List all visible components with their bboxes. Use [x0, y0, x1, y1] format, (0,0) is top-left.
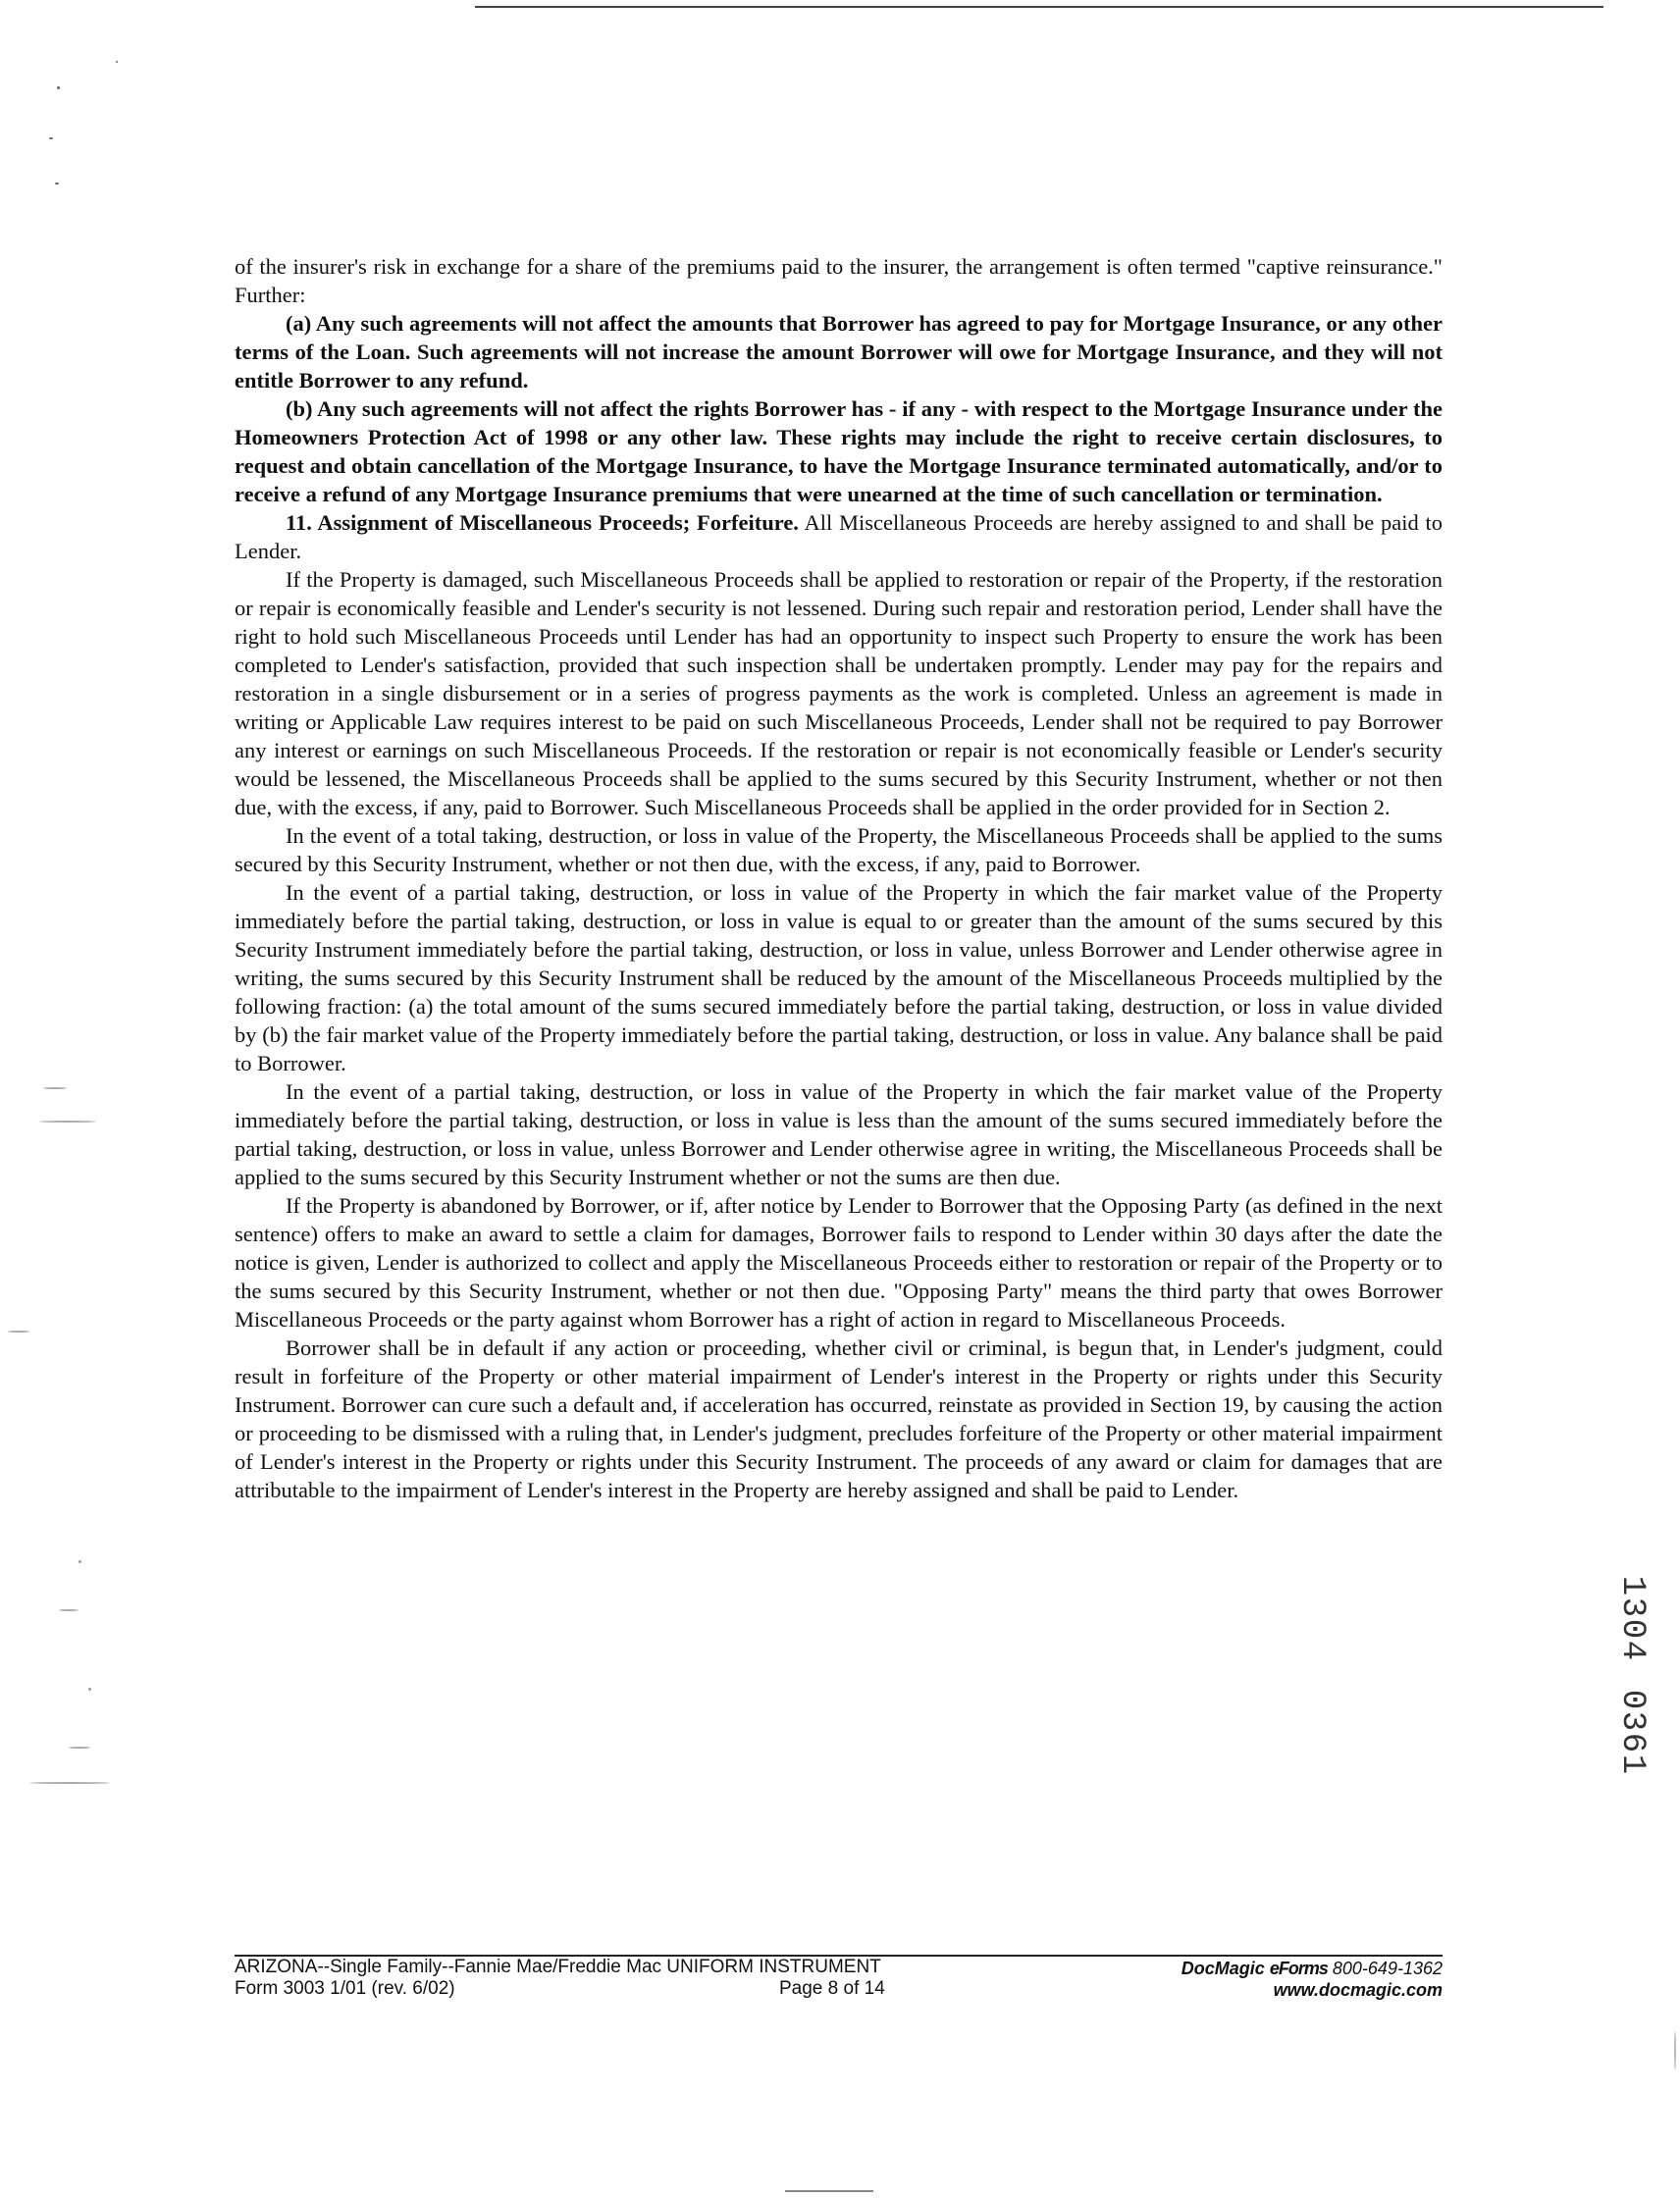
eforms-logo: eForms [1269, 1959, 1328, 1978]
page-number: Page 8 of 14 [779, 1978, 885, 1999]
stamp-digit: 0 [1613, 1689, 1651, 1710]
paragraph [235, 878, 1443, 1077]
paragraph [235, 1191, 1443, 1334]
paragraph [235, 394, 1443, 508]
scan-speck [55, 183, 59, 184]
page-footer [235, 1957, 1443, 2006]
scan-speck [8, 1331, 29, 1333]
scan-speck [116, 61, 118, 63]
scan-speck [88, 1688, 91, 1691]
footer-brand [1181, 1959, 1443, 1979]
scan-speck [69, 1747, 90, 1749]
scan-speck [39, 1121, 96, 1123]
scan-speck [49, 137, 53, 139]
brand-name: DocMagic [1181, 1959, 1265, 1978]
recording-stamp [1613, 1575, 1651, 1775]
stamp-group-2 [1613, 1689, 1651, 1775]
section-heading: 11. Assignment of Miscellaneous Proceeds; Forfeiture. [286, 510, 799, 535]
scan-speck [1674, 2031, 1676, 2070]
paragraph-text: Borrower shall be in default if any action or proceeding, whether civil or criminal, is begun that, in Lender's judgment, could result in forfeiture of the Property or other material impairment of Lender's interest in the Property or rights under this Security Instrument. Borrower can cure such a default and, if acceleration has occurred, reinstate as provided in Section 19, by causing the action or proceeding to be dismissed with a ruling that, in Lender's judgment, precludes forfeiture of the Property or other material impairment of Lender's interest in the Property or rights under this Security Instrument. The proceeds of any award or claim for damages that are attributable to the impairment of Lender's interest in the Property are hereby assigned and shall be paid to Lender. [235, 1335, 1443, 1502]
paragraph-text: If the Property is damaged, such Miscellaneous Proceeds shall be applied to restoration or repair of the Property, if the restoration or repair is economically feasible and Lender's security is not lessened. During such repair and restoration period, Lender shall have the right to hold such Miscellaneous Proceeds until Lender has had an opportunity to inspect such Property to ensure the work has been completed to Lender's satisfaction, provided that such inspection shall be undertaken promptly. Lender may pay for the repairs and restoration in a single disbursement or in a series of progress payments as the work is completed. Unless an agreement is made in writing or Applicable Law requires interest to be paid on such Miscellaneous Proceeds, Lender shall not be required to pay Borrower any interest or earnings on such Miscellaneous Proceeds. If the restoration or repair is not economically feasible or Lender's security would be lessened, the Miscellaneous Proceeds shall be applied to the sums secured by this Security Instrument, whether or not then due, with the excess, if any, paid to Borrower. Such Miscellaneous Proceeds shall be applied in the order provided for in Section 2. [235, 567, 1443, 819]
paragraph-text: All Miscellaneous Proceeds are hereby assigned to and shall be paid to Lender. [235, 510, 1443, 563]
paragraph-text: In the event of a total taking, destruction, or loss in value of the Property, the Miscellaneous Proceeds shall be applied to the sums secured by this Security Instrument, whether or not then due, with the excess, if any, paid to Borrower. [235, 823, 1443, 876]
stamp-digit: 3 [1613, 1710, 1651, 1732]
stamp-digit: 1 [1613, 1575, 1651, 1596]
paragraph [235, 252, 1443, 309]
paragraph-text: In the event of a partial taking, destruction, or loss in value of the Property in which the fair market value of the Property immediately before the partial taking, destruction, or loss in value is less than the amount of the sums secured immediately before the partial taking, destruction, or loss in value, unless Borrower and Lender otherwise agree in writing, the Miscellaneous Proceeds shall be applied to the sums secured by this Security Instrument whether or not the sums are then due. [235, 1079, 1443, 1189]
paragraph-text-bold: (a) Any such agreements will not affect the amounts that Borrower has agreed to pay for Mortgage Insurance, or any other terms of the Loan. Such agreements will not increase the amount Borrower will owe for Mortgage Insurance, and they will not entitle Borrower to any refund. [235, 311, 1443, 392]
footer-instrument-title: ARIZONA--Single Family--Fannie Mae/Freddie Mac UNIFORM INSTRUMENT [235, 1957, 881, 1977]
paragraph-text-bold: (b) Any such agreements will not affect the rights Borrower has - if any - with respect to the Mortgage Insurance under the Homeowners Protection Act of 1998 or any other law. These rights may include the right to receive certain disclosures, to request and obtain cancellation of the Mortgage Insurance, to have the Mortgage Insurance terminated automatically, and/or to receive a refund of any Mortgage Insurance premiums that were unearned at the time of such cancellation or termination. [235, 396, 1443, 506]
scan-speck [29, 1782, 110, 1784]
paragraph [235, 565, 1443, 821]
document-body [235, 252, 1443, 1504]
paragraph [235, 1334, 1443, 1504]
stamp-digit: 1 [1613, 1753, 1651, 1775]
scan-speck [57, 86, 60, 89]
stamp-digit: 3 [1613, 1596, 1651, 1618]
stamp-digit: 4 [1613, 1640, 1651, 1661]
scan-speck [43, 1087, 67, 1089]
stamp-digit: 6 [1613, 1732, 1651, 1753]
stamp-group-1 [1613, 1575, 1651, 1661]
scan-speck [79, 1560, 81, 1563]
paragraph [235, 821, 1443, 878]
paragraph [235, 309, 1443, 394]
stamp-digit: 0 [1613, 1618, 1651, 1640]
scan-bottom-rule [785, 2190, 873, 2192]
paragraph-text: If the Property is abandoned by Borrower, or if, after notice by Lender to Borrower that the Opposing Party (as defined in the next sentence) offers to make an award to settle a claim for damages, Borrower fails to respond to Lender within 30 days after the date the notice is given, Lender is authorized to collect and apply the Miscellaneous Proceeds either to restoration or repair of the Property or to the sums secured by this Security Instrument, whether or not then due. "Opposing Party" means the third party that owes Borrower Miscellaneous Proceeds or the party against whom Borrower has a right of action in regard to Miscellaneous Proceeds. [235, 1193, 1443, 1332]
footer-website: www.docmagic.com [1273, 1980, 1443, 2000]
brand-phone: 800-649-1362 [1332, 1959, 1443, 1978]
scan-top-rule [475, 6, 1603, 8]
scan-speck [59, 1609, 79, 1611]
paragraph-text: of the insurer's risk in exchange for a share of the premiums paid to the insurer, the arrangement is often termed "captive reinsurance." Further: [235, 254, 1443, 307]
footer-form-number: Form 3003 1/01 (rev. 6/02) [235, 1978, 455, 1999]
paragraph [235, 1077, 1443, 1191]
paragraph-text: In the event of a partial taking, destruction, or loss in value of the Property in which the fair market value of the Property immediately before the partial taking, destruction, or loss in value is equal to or greater than the amount of the sums secured by this Security Instrument immediately before the partial taking, destruction, or loss in value, unless Borrower and Lender otherwise agree in writing, the sums secured by this Security Instrument shall be reduced by the amount of the Miscellaneous Proceeds multiplied by the following fraction: (a) the total amount of the sums secured immediately before the partial taking, destruction, or loss in value divided by (b) the fair market value of the Property immediately before the partial taking, destruction, or loss in value. Any balance shall be paid to Borrower. [235, 880, 1443, 1075]
section-11-paragraph [235, 508, 1443, 565]
